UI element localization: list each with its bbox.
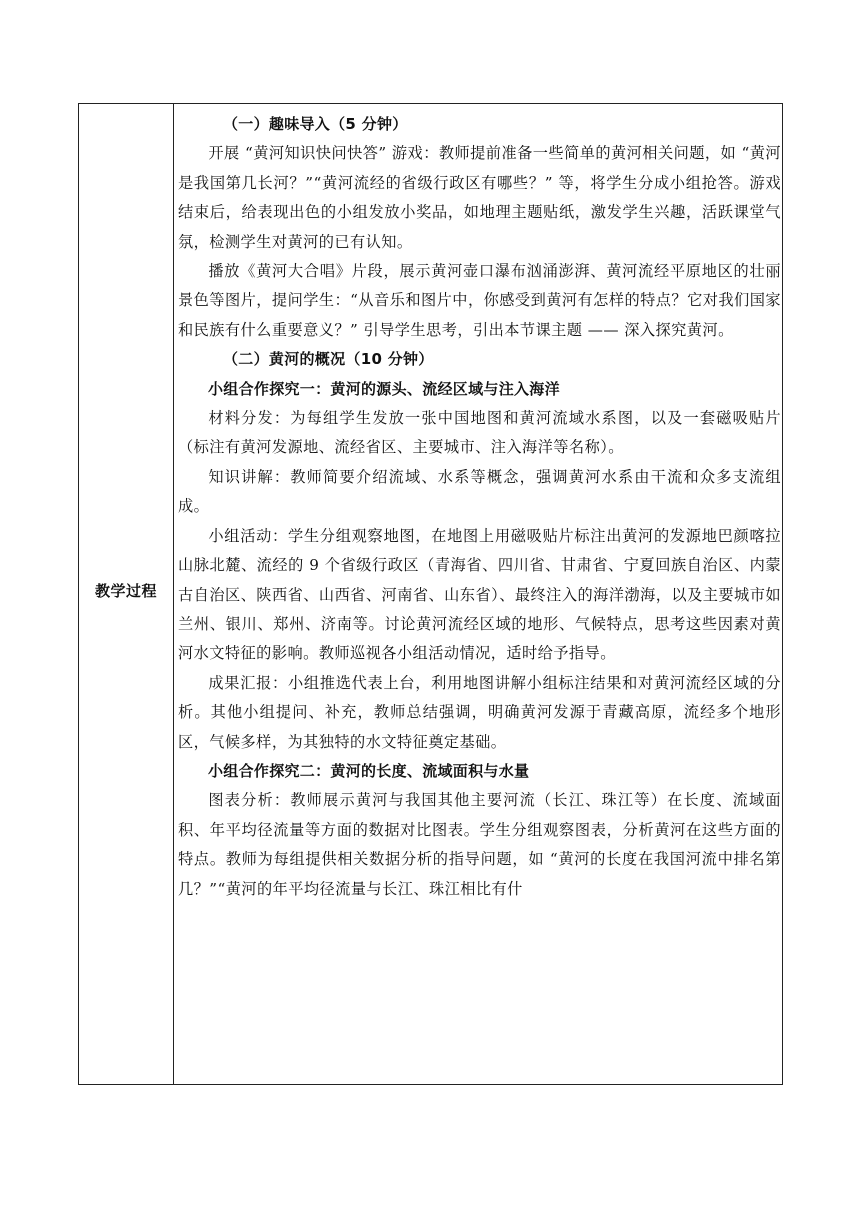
row-label: 教学过程	[94, 582, 157, 600]
paragraph-knowledge: 知识讲解：教师简要介绍流域、水系等概念，强调黄河水系由干流和众多支流组成。	[178, 467, 781, 516]
paragraph-quiz-game: 开展 “黄河知识快问快答” 游戏：教师提前准备一些简单的黄河相关问题，如 “黄河是我国第几长河？”“黄河流经的省级行政区有哪些？” 等，将学生分成小组抢答。游戏结束后，给表现出色的小组发放小奖品，如地理主题贴纸，激发学生兴趣，活跃课堂气氛，检测学生对黄河的已有认知。	[178, 144, 781, 251]
paragraph-music-intro: 播放《黄河大合唱》片段，展示黄河壶口瀑布汹涌澎湃、黄河流经平原地区的壮丽景色等图片，提问学生：“从音乐和图片中，你感受到黄河有怎样的特点？它对我们国家和民族有什么重要意义？” 引导学生思考，引出本节课主题 —— 深入探究黄河。	[178, 262, 781, 339]
paragraph-report: 成果汇报：小组推选代表上台，利用地图讲解小组标注结果和对黄河流经区域的分析。其他小组提问、补充，教师总结强调，明确黄河发源于青藏高原，流经多个地形区，气候多样，为其独特的水文特征奠定基础。	[178, 673, 781, 751]
inquiry-title-1: 小组合作探究一：黄河的源头、流经区域与注入海洋	[208, 379, 560, 398]
content-cell	[178, 110, 781, 904]
inquiry-title-2: 小组合作探究二：黄河的长度、流域面积与水量	[208, 761, 530, 780]
section-title-intro: （一）趣味导入（5 分钟）	[223, 115, 408, 133]
column-divider	[173, 104, 174, 1084]
lesson-table	[78, 103, 783, 1085]
section-title-overview: （二）黄河的概况（10 分钟）	[223, 350, 434, 369]
paragraph-chart-analysis: 图表分析：教师展示黄河与我国其他主要河流（长江、珠江等）在长度、流域面积、年平均径流量等方面的数据对比图表。学生分组观察图表，分析黄河在这些方面的特点。教师为每组提供相关数据分析的指导问题，如 “黄河的长度在我国河流中排名第几？”“黄河的年平均径流量与长江、珠江相比有什	[178, 791, 781, 898]
paragraph-material: 材料分发：为每组学生发放一张中国地图和黄河流域水系图，以及一套磁吸贴片（标注有黄河发源地、流经省区、主要城市、注入海洋等名称）。	[178, 409, 781, 457]
paragraph-group-activity: 小组活动：学生分组观察地图，在地图上用磁吸贴片标注出黄河的发源地巴颜喀拉山脉北麓、流经的 9 个省级行政区（青海省、四川省、甘肃省、宁夏回族自治区、内蒙古自治区、陕西省、山西省、河南省、山东省）、最终注入的海洋渤海，以及主要城市如兰州、银川、郑州、济南等。讨论黄河流经区域的地形、气候特点，思考这些因素对黄河水文特征的影响。教师巡视各小组活动情况，适时给予指导。	[178, 526, 781, 663]
